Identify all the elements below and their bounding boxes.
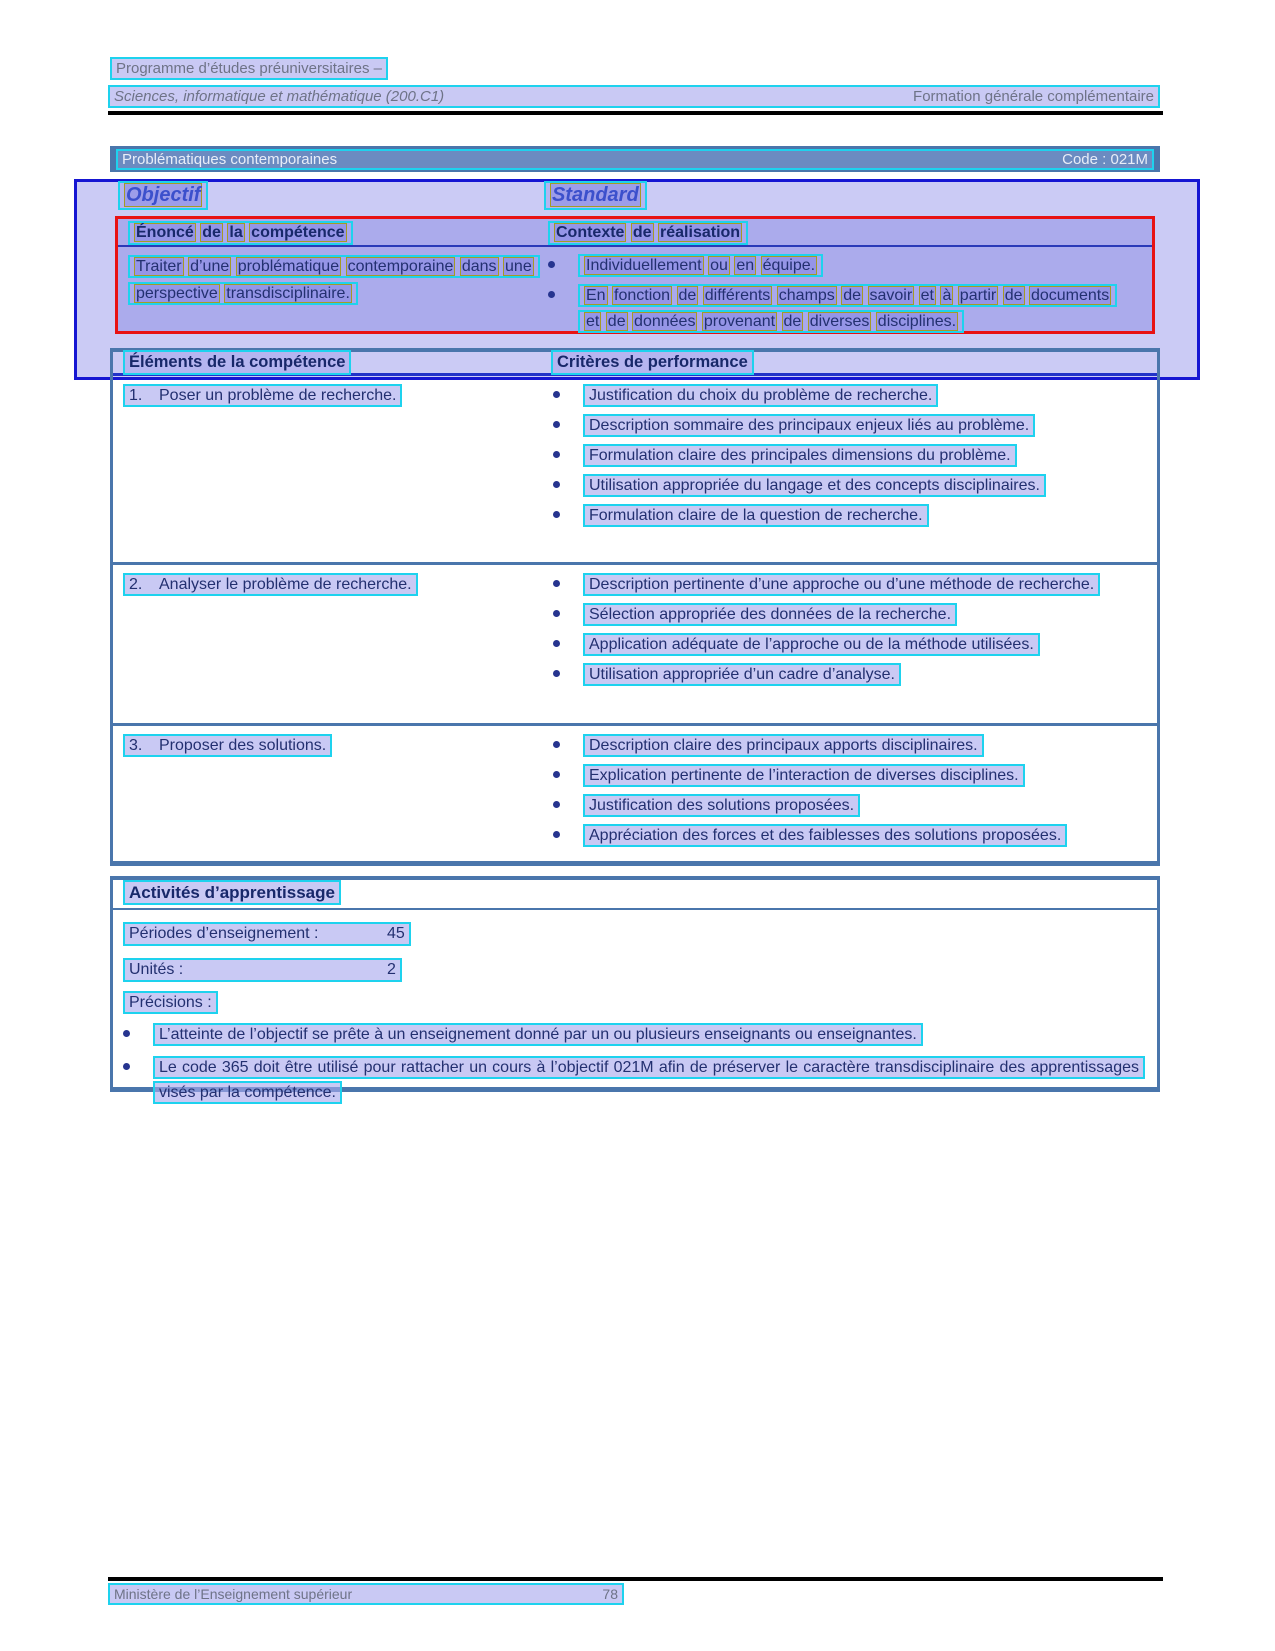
page-header-line2 xyxy=(108,85,1160,108)
enonce-contexte-body xyxy=(118,247,1152,330)
element-label: Analyser le problème de recherche. xyxy=(159,576,412,593)
list-item: Justification des solutions proposées. xyxy=(553,794,1145,817)
course-table xyxy=(110,146,1160,330)
course-banner xyxy=(110,146,1160,172)
bullet-icon xyxy=(123,1022,153,1047)
precisions-row xyxy=(123,994,1157,1012)
competence-statement: Traiter d’une problématique contemporaine dans une perspective transdisciplinaire. xyxy=(128,253,536,307)
unites-value: 2 xyxy=(387,961,396,978)
bullet-icon xyxy=(123,1055,153,1105)
bullet-icon xyxy=(553,444,583,467)
bullet-icon xyxy=(553,414,583,437)
list-item: Description pertinente d’une approche ou d’une méthode de recherche. xyxy=(553,573,1145,596)
bullet-icon xyxy=(553,573,583,596)
annotation-red-region-box xyxy=(115,216,1155,334)
bullet-icon xyxy=(553,663,583,686)
activites-heading: Activités d’apprentissage xyxy=(123,880,341,905)
elements-table-header xyxy=(113,352,1157,376)
course-title: Problématiques contemporaines xyxy=(122,150,338,168)
list-item: L’atteinte de l’objectif se prête à un enseignement donné par un ou plusieurs enseignants ou enseignantes. xyxy=(123,1022,1145,1047)
precisions-label: Précisions : xyxy=(123,991,218,1014)
contexte-heading: Contexte de réalisation xyxy=(548,221,748,245)
page-header-line1 xyxy=(110,60,388,77)
unites-row xyxy=(123,958,1157,982)
periodes-row xyxy=(123,922,1157,946)
ministry-label: Ministère de l’Enseignement supérieur xyxy=(114,1586,353,1602)
objectif-standard-row xyxy=(110,172,1160,218)
footer-rule xyxy=(108,1577,1163,1581)
contexte-list xyxy=(548,253,1128,339)
header-rule xyxy=(108,111,1163,115)
bullet-icon xyxy=(553,633,583,656)
list-item: En fonction de différents champs de savoir et à partir de documents et de données provenant de diverses disciplines. xyxy=(548,283,1128,335)
course-code: Code : 021M xyxy=(1062,150,1148,168)
list-item: Formulation claire des principales dimensions du problème. xyxy=(553,444,1145,467)
page-number: 78 xyxy=(602,1586,618,1602)
bullet-icon xyxy=(553,824,583,847)
bullet-icon xyxy=(548,253,578,279)
header-right-label: Formation générale complémentaire xyxy=(913,88,1154,105)
element-label: Proposer des solutions. xyxy=(159,737,327,754)
bullet-icon xyxy=(553,384,583,407)
unites-label: Unités : xyxy=(129,961,184,978)
bullet-icon xyxy=(553,504,583,527)
periodes-label: Périodes d’enseignement : xyxy=(129,925,319,942)
activites-table xyxy=(110,876,1160,1101)
enonce-contexte-header xyxy=(118,219,1152,247)
program-title: Programme d’études préuniversitaires – xyxy=(110,57,388,80)
list-item: Utilisation appropriée d’un cadre d’analyse. xyxy=(553,663,1145,686)
list-item: Appréciation des forces et des faiblesses des solutions proposées. xyxy=(553,824,1145,847)
list-item: Justification du choix du problème de recherche. xyxy=(553,384,1145,407)
bullet-icon xyxy=(553,474,583,497)
elements-table xyxy=(110,348,1160,866)
list-item: Formulation claire de la question de recherche. xyxy=(553,504,1145,527)
standard-heading: Standard xyxy=(544,181,647,210)
elements-heading: Éléments de la compétence xyxy=(123,350,351,375)
page-footer xyxy=(108,1583,624,1605)
element-label: Poser un problème de recherche. xyxy=(159,387,397,404)
list-item: Explication pertinente de l’interaction de diverses disciplines. xyxy=(553,764,1145,787)
table-row: 2. Analyser le problème de recherche. Description pertinente d’une approche ou d’une méthode de recherche. Sélection appropriée des données de la recherche. Application adéquate de l’approche ou de la méthode utilisées. Utilisation appropriée d’un cadre d’analyse. xyxy=(113,562,1157,723)
program-subtitle: Sciences, informatique et mathématique (200.C1) xyxy=(114,88,445,105)
bullet-icon xyxy=(553,794,583,817)
bullet-icon xyxy=(553,764,583,787)
list-item: Sélection appropriée des données de la recherche. xyxy=(553,603,1145,626)
criteria-heading: Critères de performance xyxy=(551,350,754,375)
table-row: 1. Poser un problème de recherche. Justification du choix du problème de recherche. Description sommaire des principaux enjeux liés au problème. Formulation claire des principales dimensions du problème. Utilisation appropriée du langage et des concepts disciplinaires. Formulation claire de la question de recherche. xyxy=(113,376,1157,562)
list-item: Le code 365 doit être utilisé pour rattacher un cours à l’objectif 021M afin de préserver le caractère transdisciplinaire des apprentissages visés par la compétence. xyxy=(123,1055,1145,1105)
list-item: Utilisation appropriée du langage et des concepts disciplinaires. xyxy=(553,474,1145,497)
activites-heading-row xyxy=(113,880,1157,910)
periodes-value: 45 xyxy=(387,925,405,942)
list-item: Description claire des principaux apports disciplinaires. xyxy=(553,734,1145,757)
precisions-list xyxy=(123,1022,1145,1105)
list-item: Application adéquate de l’approche ou de la méthode utilisées. xyxy=(553,633,1145,656)
list-item: Description sommaire des principaux enjeux liés au problème. xyxy=(553,414,1145,437)
list-item: Individuellement ou en équipe. xyxy=(548,253,1128,279)
bullet-icon xyxy=(548,283,578,335)
enonce-heading: Énoncé de la compétence xyxy=(128,221,353,245)
objectif-heading: Objectif xyxy=(118,181,208,210)
table-row: 3. Proposer des solutions. Description claire des principaux apports disciplinaires. Explication pertinente de l’interaction de diverses disciplines. Justification des solutions proposées. Appréciation des forces et des faiblesses des solutions proposées. xyxy=(113,723,1157,864)
bullet-icon xyxy=(553,603,583,626)
bullet-icon xyxy=(553,734,583,757)
